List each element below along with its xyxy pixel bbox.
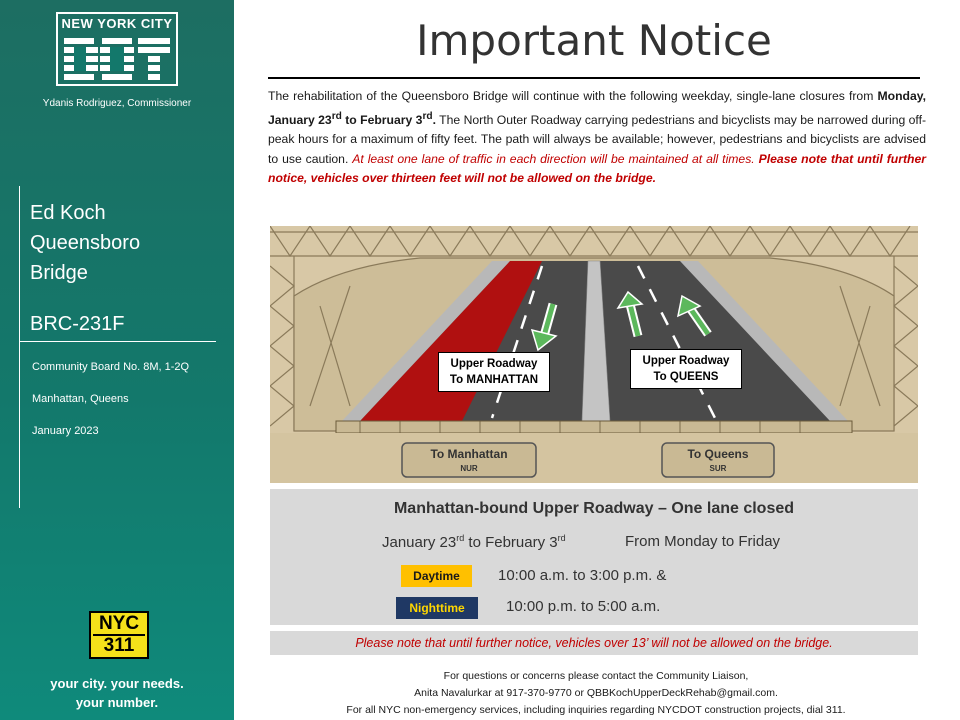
bridge-name-line: Bridge [30, 262, 88, 284]
contact-info [268, 668, 924, 719]
intro-date-end: to February 3 [341, 112, 423, 127]
schedule-date-end-sup: rd [557, 533, 566, 543]
community-board: Community Board No. 8M, 1-2Q [32, 361, 190, 373]
daytime-badge: Daytime [401, 565, 472, 587]
nyc311-bottom: 311 [103, 635, 135, 656]
intro-date-start: Monday, January 23 [268, 89, 926, 127]
schedule-days: From Monday to Friday [625, 533, 781, 550]
sidebar-divider-vertical [19, 186, 20, 508]
contact-line: For questions or concerns please contact the Community Liaison, [443, 670, 749, 682]
bridge-name [30, 198, 220, 288]
nighttime-badge: Nighttime [396, 597, 478, 619]
sign-right-code: SUR [709, 464, 727, 473]
nyc311-logo [89, 611, 149, 659]
tagline-line: your city. your needs. [50, 676, 184, 691]
contact-line: For all NYC non-emergency services, including inquiries regarding NYCDOT construction projects, dial 311. [346, 704, 846, 716]
tagline [0, 674, 234, 712]
intro-text: The rehabilitation of the Queensboro Bridge will continue with the following weekday, single-lane closures from [268, 89, 878, 103]
sign-left-code: NUR [460, 464, 478, 473]
schedule-dates [382, 533, 566, 551]
intro-height-note: Please note that until further notice, vehicles over thirteen feet will not be allowed on the bridge. [268, 151, 926, 186]
schedule-panel [270, 489, 918, 625]
label-to-manhattan [438, 352, 550, 392]
schedule-date-start: January 23 [382, 534, 457, 551]
nighttime-hours: 10:00 p.m. to 5:00 a.m. [506, 598, 661, 615]
intro-paragraph [268, 87, 926, 189]
page-title: Important Notice [416, 16, 772, 65]
logo-top-text: NEW YORK CITY [61, 16, 173, 31]
boroughs: Manhattan, Queens [32, 393, 129, 405]
bridge-name-line: Ed Koch [30, 202, 106, 224]
bridge-illustration [270, 226, 918, 483]
schedule-date-start-sup: rd [456, 533, 465, 543]
sign-right-title: To Queens [687, 447, 749, 461]
intro-period: . [432, 112, 437, 127]
bridge-name-line: Queensboro [30, 232, 141, 254]
label-line: Upper Roadway [642, 355, 730, 367]
height-restriction-note: Please note that until further notice, vehicles over 13’ will not be allowed on the bridge. [270, 631, 918, 655]
schedule-date-end: to February 3 [464, 534, 558, 551]
schedule-title: Manhattan-bound Upper Roadway – One lane closed [393, 500, 795, 517]
bridge-diagram [270, 226, 918, 483]
tagline-line: your number. [75, 695, 159, 710]
nyc-dot-logo [56, 12, 178, 86]
sign-left-title: To Manhattan [430, 447, 508, 461]
intro-date-start-sup: rd [331, 110, 342, 122]
daytime-hours: 10:00 a.m. to 3:00 p.m. & [498, 567, 667, 584]
nyc311-top: NYC [93, 614, 145, 636]
title-rule [268, 77, 920, 79]
intro-date-end-sup: rd [422, 110, 433, 122]
sidebar-divider-horizontal [20, 341, 216, 342]
intro-lane-note: At least one lane of traffic in each direction will be maintained at all times. [352, 151, 755, 166]
dot-logo-icon [62, 36, 172, 82]
contact-line: Anita Navalurkar at 917-370-9770 or QBBKochUpperDeckRehab@gmail.com. [414, 687, 778, 699]
bridge-code: BRC-231F [30, 313, 125, 335]
intro-text-2: The North Outer Roadway carrying pedestrians and bicyclists may be narrowed during off-peak hours for a maximum of fifty feet. The path will always be available; however, pedestrians and bicyclists are advised to use caution. [268, 112, 927, 166]
label-line: To QUEENS [653, 371, 719, 383]
commissioner-name: Ydanis Rodriguez, Commissioner [42, 98, 192, 109]
notice-date: January 2023 [32, 425, 99, 437]
label-line: Upper Roadway [450, 358, 538, 370]
label-to-queens [630, 349, 742, 389]
sidebar [0, 0, 234, 720]
label-line: To MANHATTAN [449, 374, 539, 386]
